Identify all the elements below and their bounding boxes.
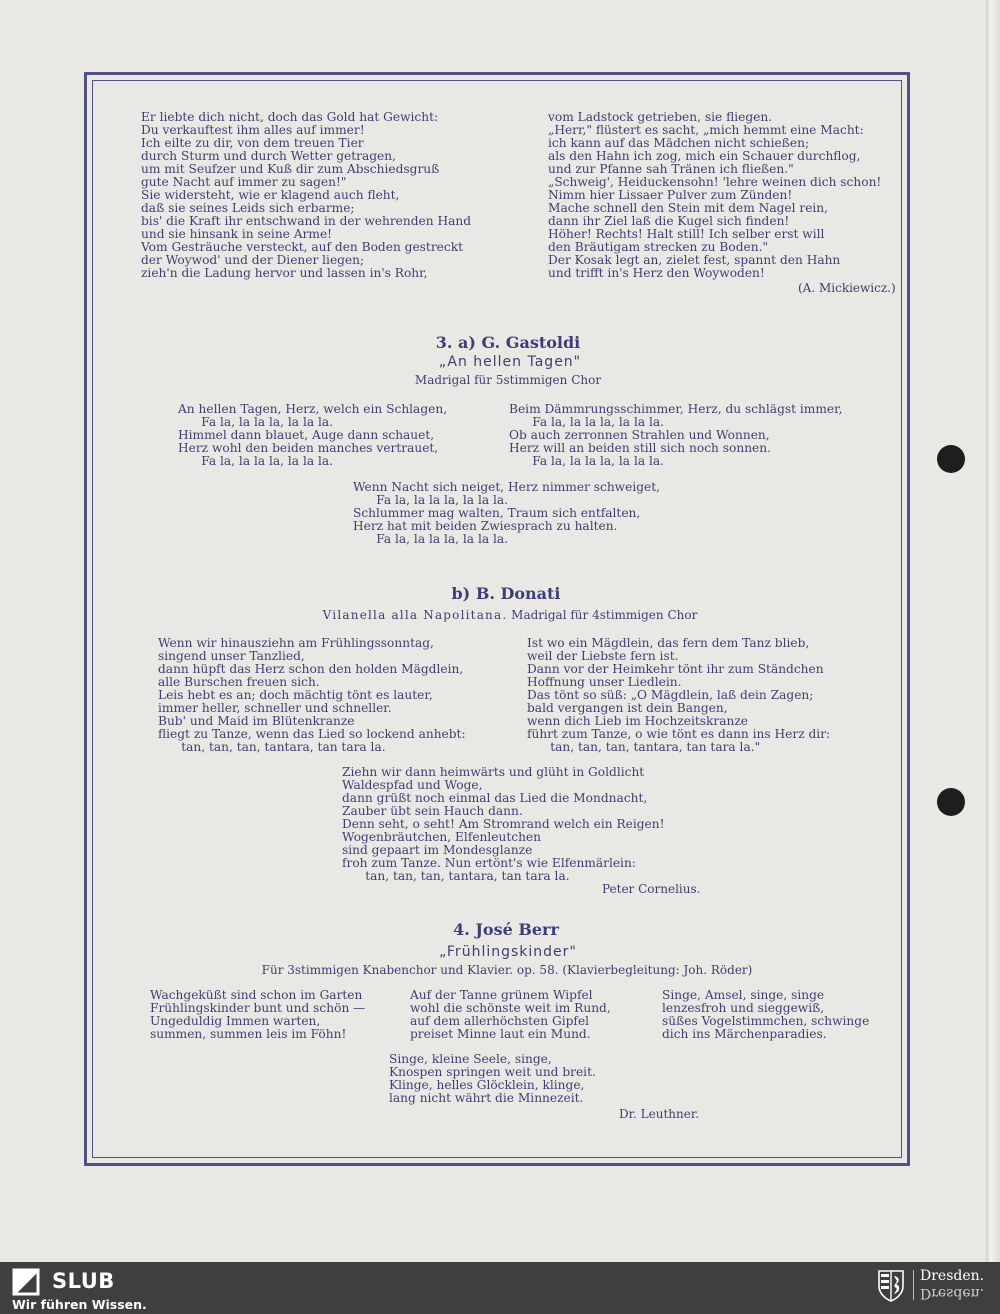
- punch-hole-lower: [937, 788, 965, 816]
- dresden-logo-text[interactable]: Dresden.: [920, 1268, 985, 1284]
- section-4-subtitle: Für 3stimmigen Knabenchor und Klavier. op. 58. (Klavierbegleitung: Joh. Röder): [261, 963, 753, 977]
- section-4-column-2: Auf der Tanne grünem Wipfel wohl die schönste weit im Rund, auf dem allerhöchsten Gipfel preiset Minne laut ein Mund.: [410, 988, 611, 1041]
- credit-mickiewicz: (A. Mickiewicz.): [798, 281, 896, 295]
- section-3a-heading: 3. a) G. Gastoldi: [435, 333, 581, 352]
- paper-edge: [986, 0, 1000, 1262]
- section-3a-right-stanza: Beim Dämmrungsschimmer, Herz, du schlägst immer, Fa la, la la la, la la la. Ob auch zerronnen Strahlen und Wonnen, Herz will an beiden still sich noch sonnen. Fa la, la la la, la la la.: [509, 402, 843, 468]
- section-4-column-3: Singe, Amsel, singe, singe lenzesfroh und sieggewiß, süßes Vogelstimmchen, schwinge dich ins Märchenparadies.: [662, 988, 870, 1041]
- section-3a-left-stanza: An hellen Tagen, Herz, welch ein Schlagen, Fa la, la la la, la la la. Himmel dann blauet, Auge dann schauet, Herz wohl den beiden manches vertrauet, Fa la, la la la, la la la.: [178, 402, 448, 468]
- section-3b-right-stanza: Ist wo ein Mägdlein, das fern dem Tanz blieb, weil der Liebste fern ist. Dann vor der Heimkehr tönt ihr zum Ständchen Hoffnung unser Liedlein. Das tönt so süß: „O Mägdlein, laß dein Zagen; bald vergangen ist dein Bangen, wenn dich Lieb im Hochzeitskranze führt zum Tanze, o wie tönt es dann ins Herz dir: tan, tan, tan, tantara, tan tara la.": [527, 636, 831, 754]
- punch-hole-upper: [937, 445, 965, 473]
- section-3a-subtitle: Madrigal für 5stimmigen Chor: [414, 373, 602, 387]
- section-3a-center-stanza: Wenn Nacht sich neiget, Herz nimmer schweiget, Fa la, la la la, la la la. Schlummer mag walten, Traum sich entfalten, Herz hat mit beiden Zwiesprach zu halten. Fa la, la la la, la la la.: [353, 480, 661, 546]
- slub-brand-name[interactable]: SLUB: [52, 1269, 115, 1293]
- section-4-center-stanza: Singe, kleine Seele, singe, Knospen springen weit und breit. Klinge, helles Glöcklein, klinge, lang nicht währt die Minnezeit.: [389, 1052, 596, 1105]
- credit-cornelius: Peter Cornelius.: [602, 882, 701, 896]
- section-3b-left-stanza: Wenn wir hinausziehn am Frühlingssonntag, singend unser Tanzlied, dann hüpft das Herz schon den holden Mägdlein, alle Burschen freuen sich. Leis hebt es an; doch mächtig tönt es lauter, immer heller, schneller und schneller. Bub' und Maid im Blütenkranze fliegt zu Tanze, wenn das Lied so lockend anhebt: tan, tan, tan, tantara, tan tara la.: [158, 636, 466, 754]
- section-3b-subtitle-title: Vilanella alla Napolitana.: [322, 608, 508, 622]
- section-4-heading: 4. José Berr: [453, 920, 559, 939]
- slub-tagline: Wir führen Wissen.: [12, 1297, 147, 1312]
- dresden-logo-reflection: Dresden.: [920, 1285, 985, 1301]
- poem-top-left-column: Er liebte dich nicht, doch das Gold hat Gewicht: Du verkauftest ihm alles auf immer! Ich eilte zu dir, von dem treuen Tier durch Sturm und durch Wetter getragen, um mit Seufzer und Kuß dir zum Abschiedsgruß gute Nacht auf immer zu sagen!" Sie widersteht, wie er klagend auch fleht, daß sie seines Leids sich erbarme; bis' die Kraft ihr entschwand in der wehrenden Hand und sie hinsank in seine Arme! Vom Gesträuche versteckt, auf den Boden gestreckt der Woywod' und der Diener liegen; zieh'n die Ladung hervor und lassen in's Rohr,: [141, 110, 472, 280]
- section-3b-center-stanza: Ziehn wir dann heimwärts und glüht in Goldlicht Waldespfad und Woge, dann grüßt noch einmal das Lied die Mondnacht, Zauber übt sein Hauch dann. Denn seht, o seht! Am Stromrand welch ein Reigen! Wogenbräutchen, Elfenleutchen sind gepaart im Mondesglanze froh zum Tanze. Nun ertönt's wie Elfenmärlein: tan, tan, tan, tantara, tan tara la.: [342, 765, 665, 883]
- credit-leuthner: Dr. Leuthner.: [619, 1107, 700, 1121]
- section-3b-subtitle: [323, 608, 698, 622]
- viewer-footer-bar: [0, 1262, 1000, 1314]
- section-4-column-1: Wachgeküßt sind schon im Garten Frühlingskinder bunt und schön — Ungeduldig Immen warten, summen, summen leis im Föhn!: [150, 988, 366, 1041]
- poem-top-right-column: vom Ladstock getrieben, sie fliegen. „Herr," flüstert es sacht, „mich hemmt eine Macht: ich kann auf das Mädchen nicht schießen; als den Hahn ich zog, mich ein Schauer durchflog, und zur Pfanne sah Tränen ich fließen." „Schweig', Heiduckensohn! 'lehre weinen dich schon! Nimm hier Lissaer Pulver zum Zünden! Mache schnell den Stein mit dem Nagel rein, dann ihr Ziel laß die Kugel sich finden! Höher! Rechts! Halt still! Ich selber erst will den Bräutigam strecken zu Boden." Der Kosak legt an, zielet fest, spannt den Hahn und trifft in's Herz den Woywoden!: [548, 110, 882, 280]
- footer-separator: [913, 1270, 914, 1300]
- section-4-title: „Frühlingskinder": [439, 944, 577, 960]
- dresden-coat-of-arms-icon[interactable]: [876, 1268, 906, 1302]
- section-3b-subtitle-rest: Madrigal für 4stimmigen Chor: [507, 608, 698, 622]
- slub-logo-icon[interactable]: [12, 1268, 40, 1296]
- section-3b-heading: b) B. Donati: [451, 584, 561, 603]
- section-3a-title: „An hellen Tagen": [438, 354, 582, 370]
